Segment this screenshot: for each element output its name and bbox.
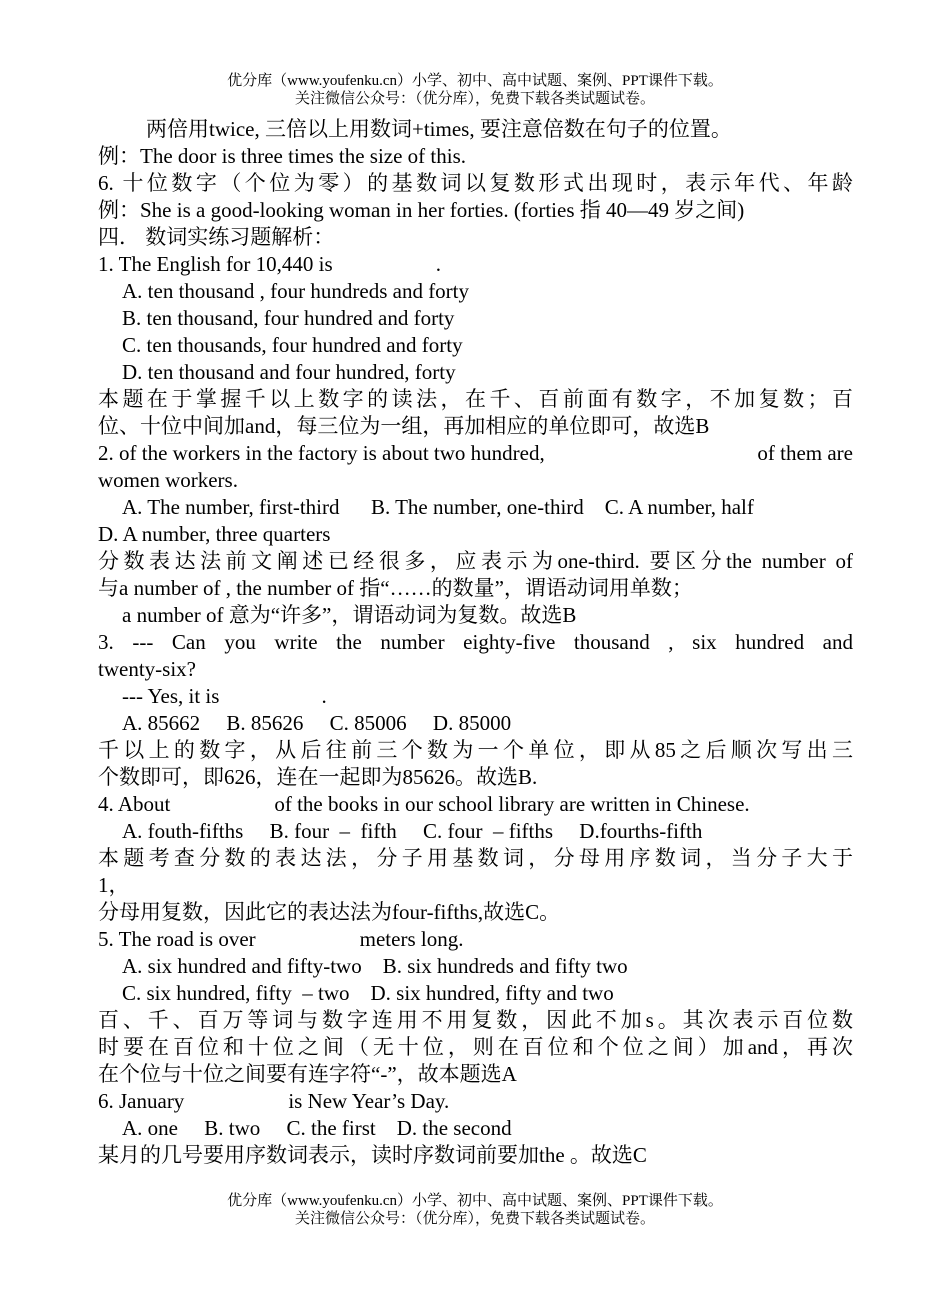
question-6-explanation: 某月的几号要用序数词表示，读时序数词前要加the 。故选C [98, 1143, 647, 1167]
question-3-stem: 3. --- Can you write the number eighty-five thousand , six hundred and [98, 630, 853, 654]
section-heading: 四． 数词实练习题解析： [98, 225, 335, 249]
question-1-explanation: 本题在于掌握千以上数字的读法，在千、百前面有数字，不加复数；百 [98, 387, 853, 411]
page-header [0, 72, 950, 108]
question-5-explanation: 在个位与十位之间要有连字符“-”，故本题选A [98, 1062, 517, 1086]
question-1-option-c: C. ten thousands, four hundred and forty [122, 333, 463, 357]
question-2-stem: 2. of the workers in the factory is about two hundred, of them are [98, 441, 853, 465]
question-5-stem: 5. The road is over meters long. [98, 927, 464, 951]
question-2-explanation: 与a number of , the number of 指“……的数量”，谓语动词用单数； [98, 576, 693, 600]
text-line: 两倍用twice, 三倍以上用数词+times, 要注意倍数在句子的位置。 [146, 117, 732, 141]
question-5-explanation: 时要在百位和十位之间（无十位，则在百位和个位之间）加and，再次 [98, 1035, 853, 1059]
text-line: 例：She is a good-looking woman in her forties. (forties 指 40—49 岁之间) [98, 198, 745, 222]
question-5-options: A. six hundred and fifty-two B. six hundreds and fifty two [122, 954, 628, 978]
question-3-options: A. 85662 B. 85626 C. 85006 D. 85000 [122, 711, 512, 735]
question-6-options: A. one B. two C. the first D. the second [122, 1116, 512, 1140]
question-2-stem: women workers. [98, 468, 238, 492]
question-3-stem: --- Yes, it is . [122, 684, 327, 708]
question-4-explanation: 1， [98, 873, 130, 897]
question-2-explanation: 分数表达法前文阐述已经很多，应表示为one-third. 要区分the number of [98, 549, 853, 573]
question-4-explanation: 分母用复数，因此它的表达法为four-fifths,故选C。 [98, 900, 561, 924]
header-line-2: 关注微信公众号：（优分库），免费下载各类试题试卷。 [294, 91, 655, 107]
footer-line-2: 关注微信公众号：（优分库），免费下载各类试题试卷。 [294, 1211, 655, 1227]
header-line-1: 优分库（www.youfenku.cn）小学、初中、高中试题、案例、PPT课件下载。 [227, 73, 723, 89]
question-3-explanation: 千以上的数字，从后往前三个数为一个单位，即从85之后顺次写出三 [98, 738, 853, 762]
question-4-explanation: 本题考查分数的表达法，分子用基数词，分母用序数词，当分子大于 [98, 846, 853, 870]
question-1-explanation: 位、十位中间加and，每三位为一组，再加相应的单位即可，故选B [98, 414, 710, 438]
question-1-option-d: D. ten thousand and four hundred, forty [122, 360, 456, 384]
question-6-stem: 6. January is New Year’s Day. [98, 1089, 450, 1113]
question-4-stem: 4. About of the books in our school library are written in Chinese. [98, 792, 750, 816]
question-2-options: A. The number, first-third B. The number, one-third C. A number, half [122, 495, 754, 519]
question-1-option-a: A. ten thousand , four hundreds and forty [122, 279, 470, 303]
question-1-stem: 1. The English for 10,440 is . [98, 252, 441, 276]
question-4-options: A. fouth-fifths B. four – fifth C. four – fifths D.fourths-fifth [122, 819, 703, 843]
text-line: 6. 十位数字（个位为零）的基数词以复数形式出现时，表示年代、年龄 [98, 171, 853, 195]
document-body [98, 116, 853, 1169]
question-1-option-b: B. ten thousand, four hundred and forty [122, 306, 455, 330]
footer-line-1: 优分库（www.youfenku.cn）小学、初中、高中试题、案例、PPT课件下载。 [227, 1193, 723, 1209]
question-2-options: D. A number, three quarters [98, 522, 331, 546]
question-5-explanation: 百、千、百万等词与数字连用不用复数，因此不加s。其次表示百位数 [98, 1008, 853, 1032]
text-line: 例：The door is three times the size of this. [98, 144, 467, 168]
question-5-options: C. six hundred, fifty – two D. six hundred, fifty and two [122, 981, 614, 1005]
page-footer [0, 1192, 950, 1228]
question-3-explanation: 个数即可，即626，连在一起即为85626。故选B. [98, 765, 538, 789]
question-2-explanation: a number of 意为“许多”，谓语动词为复数。故选B [122, 603, 577, 627]
question-3-stem: twenty-six? [98, 657, 196, 681]
